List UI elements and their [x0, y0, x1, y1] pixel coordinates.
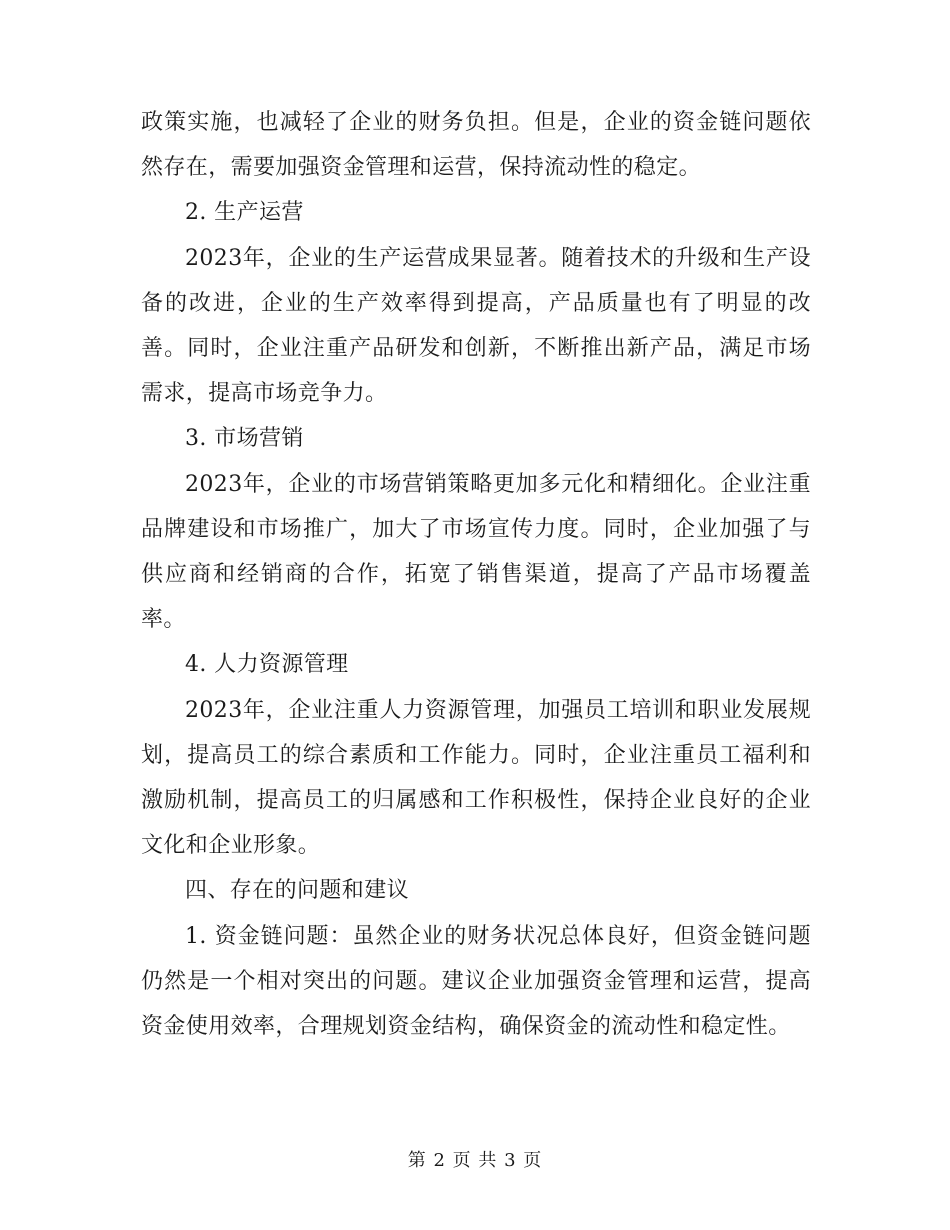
paragraph-capital-chain-issue: 1. 资金链问题：虽然企业的财务状况总体良好，但资金链问题仍然是一个相对突出的问题。建议企业加强资金管理和运营，提高资金使用效率，合理规划资金结构，确保资金的流动性和稳定性。	[141, 923, 811, 1040]
page-number: 第 2 页 共 3 页	[407, 1150, 543, 1171]
section-heading-problems-suggestions: 四、存在的问题和建议	[185, 878, 410, 904]
paragraph-human-resources: 2023年，企业注重人力资源管理，加强员工培训和职业发展规划，提高员工的综合素质和工作能力。同时，企业注重员工福利和激励机制，提高员工的归属感和工作积极性，保持企业良好的企业文化和企业形象。	[141, 697, 811, 859]
paragraph-continuation: 政策实施，也减轻了企业的财务负担。但是，企业的资金链问题依然存在，需要加强资金管理和运营，保持流动性的稳定。	[141, 110, 811, 181]
paragraph-marketing: 2023年，企业的市场营销策略更加多元化和精细化。企业注重品牌建设和市场推广，加大了市场宣传力度。同时，企业加强了与供应商和经销商的合作，拓宽了销售渠道，提高了产品市场覆盖率。	[141, 471, 811, 633]
heading-production-operations: 2. 生产运营	[185, 200, 304, 226]
heading-marketing: 3. 市场营销	[185, 426, 304, 452]
document-body	[141, 100, 811, 1049]
heading-human-resources: 4. 人力资源管理	[185, 652, 349, 678]
paragraph-production-operations: 2023年，企业的生产运营成果显著。随着技术的升级和生产设备的改进，企业的生产效率得到提高，产品质量也有了明显的改善。同时，企业注重产品研发和创新，不断推出新产品，满足市场需求，提高市场竞争力。	[141, 245, 811, 407]
page-footer	[0, 1146, 950, 1176]
